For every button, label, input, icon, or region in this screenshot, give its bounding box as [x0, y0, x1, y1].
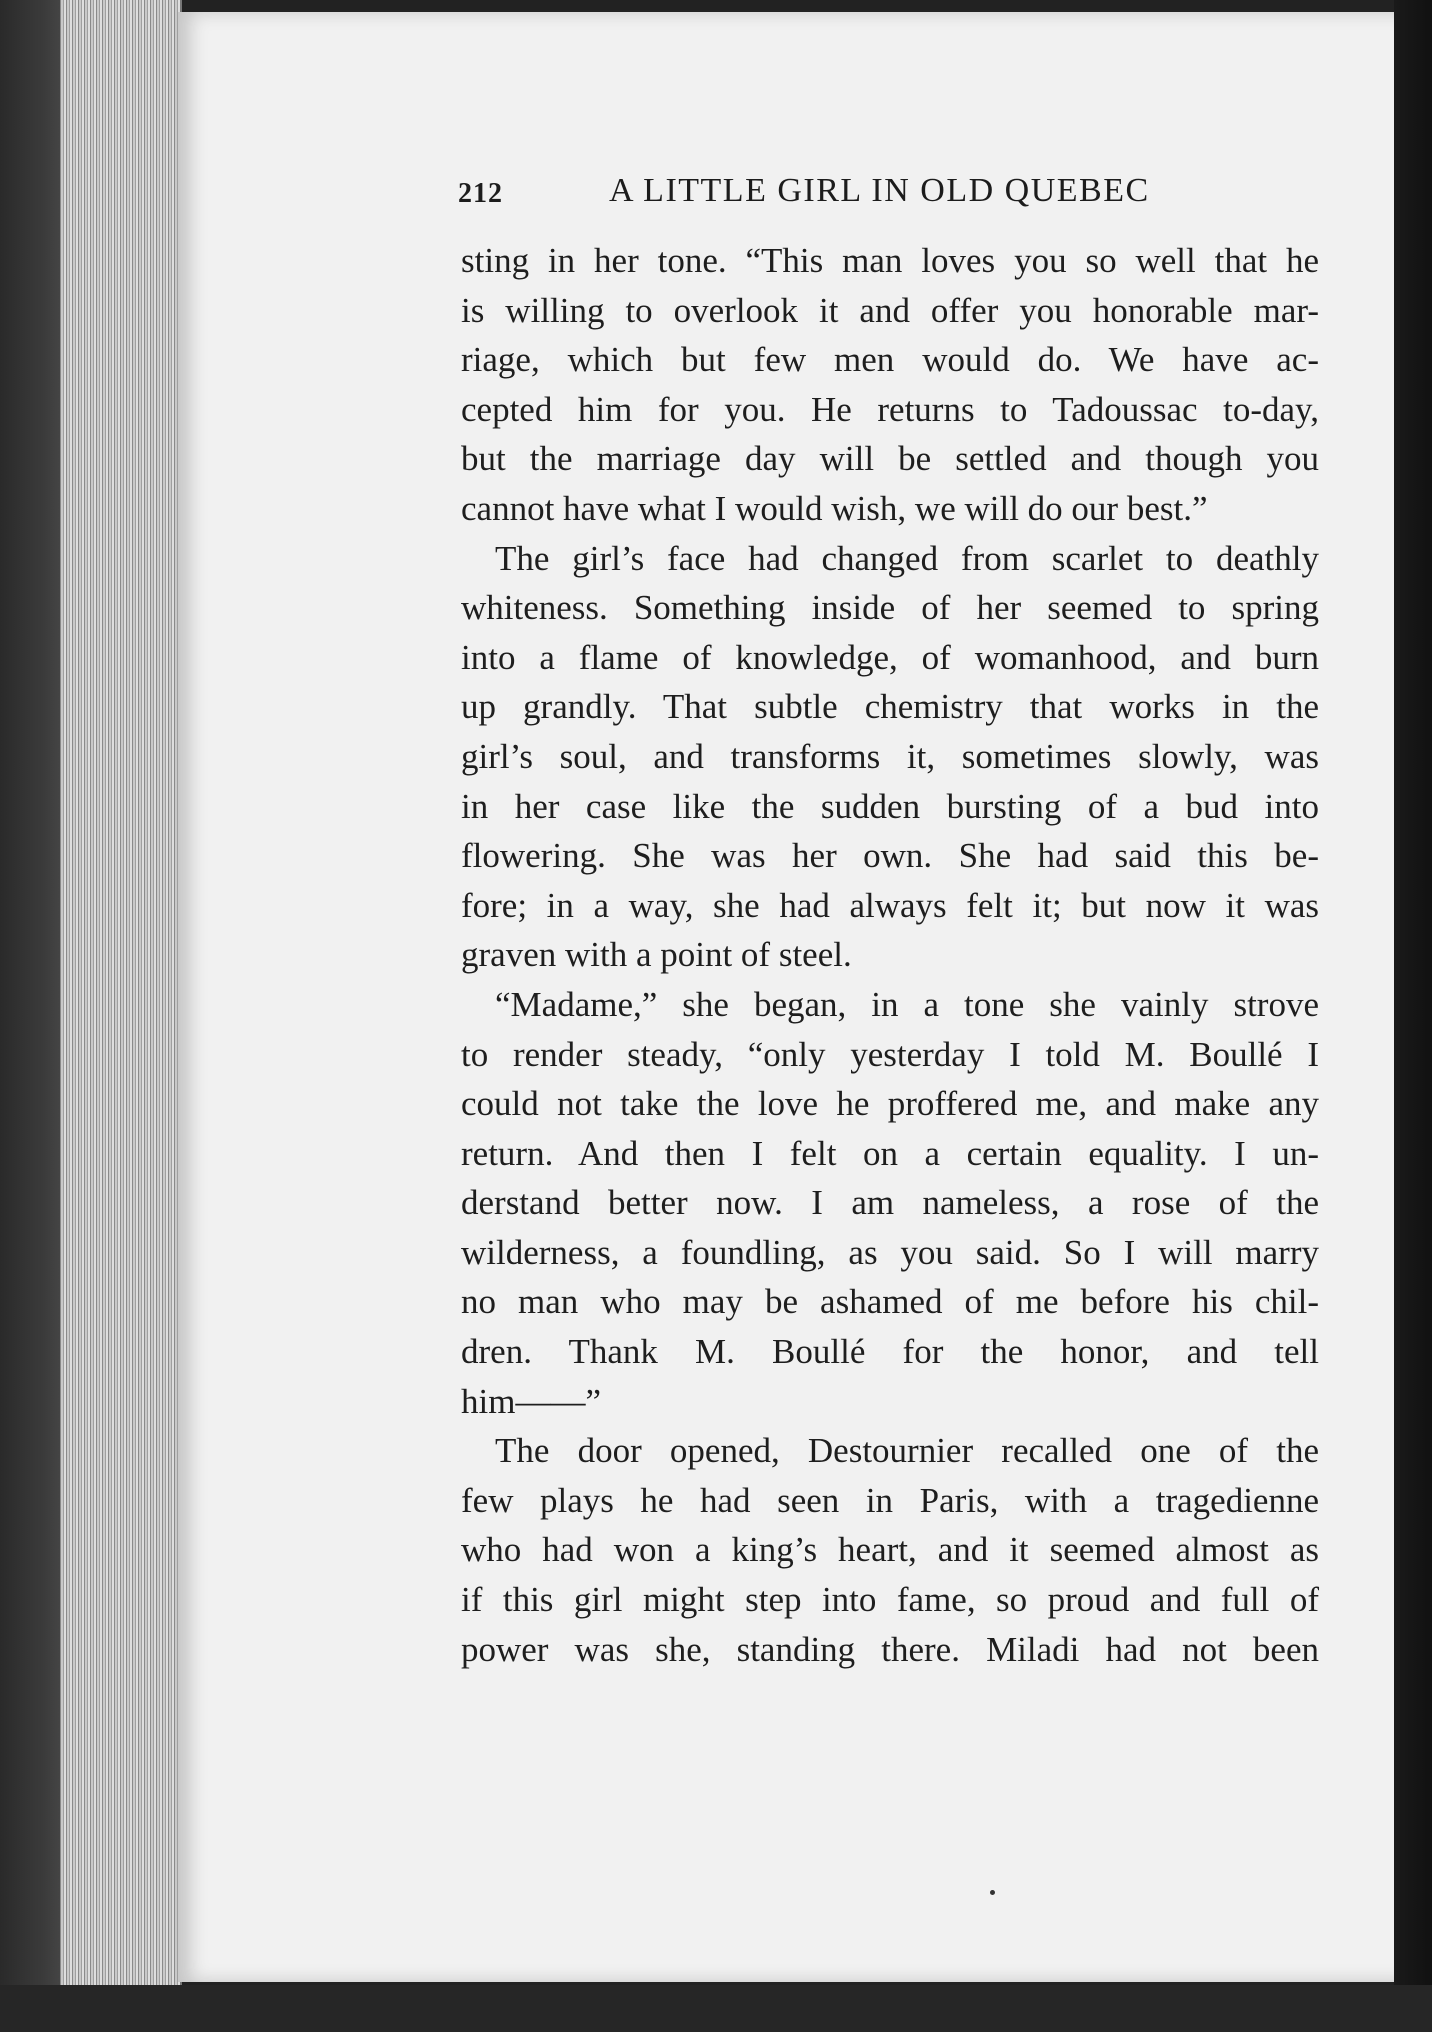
- text-line: up grandly. That subtle chemistry that works in the: [461, 687, 1319, 727]
- text-line: sting in her tone. “This man loves you so well that he: [461, 241, 1319, 280]
- text-line: to render steady, “only yesterday I told M. Boullé I: [461, 1034, 1319, 1074]
- page-body-text: [461, 236, 1319, 1674]
- text-line: graven with a point of steel.: [461, 935, 852, 975]
- text-line: could not take the love he proffered me, and make any: [461, 1084, 1319, 1124]
- text-line: fore; in a way, she had always felt it; but now it was: [461, 885, 1319, 925]
- text-line: girl’s soul, and transforms it, sometimes slowly, was: [461, 736, 1319, 776]
- text-line: in her case like the sudden bursting of a bud into: [461, 786, 1319, 826]
- running-title: A LITTLE GIRL IN OLD QUEBEC: [609, 172, 1150, 209]
- text-line: dren. Thank M. Boullé for the honor, and tell: [461, 1332, 1319, 1372]
- text-line: cannot have what I would wish, we will do our best.”: [461, 488, 1208, 528]
- text-line: The girl’s face had changed from scarlet to deathly: [495, 538, 1319, 578]
- text-line: who had won a king’s heart, and it seemed almost as: [461, 1530, 1319, 1570]
- paper-speck: [990, 1890, 995, 1895]
- text-line: but the marriage day will be settled and though you: [461, 439, 1319, 479]
- text-line: whiteness. Something inside of her seemed to spring: [461, 588, 1319, 628]
- text-line: flowering. She was her own. She had said this be-: [461, 836, 1319, 876]
- text-line: return. And then I felt on a certain equality. I un-: [461, 1133, 1319, 1173]
- page-number: 212: [458, 178, 503, 209]
- text-line: no man who may be ashamed of me before his chil-: [461, 1282, 1319, 1322]
- text-line: wilderness, a foundling, as you said. So I will marry: [461, 1232, 1319, 1272]
- scan-bottom-border: [0, 1985, 1432, 2032]
- page-stack-edges: [60, 0, 182, 2000]
- text-line: The door opened, Destournier recalled one of the: [495, 1431, 1319, 1471]
- running-header: [458, 172, 1318, 222]
- text-line: few plays he had seen in Paris, with a tragedienne: [461, 1480, 1319, 1520]
- text-line: power was she, standing there. Miladi had not been: [461, 1629, 1319, 1669]
- text-line: derstand better now. I am nameless, a rose of the: [461, 1183, 1319, 1223]
- text-line: if this girl might step into fame, so proud and full of: [461, 1580, 1319, 1620]
- text-line: cepted him for you. He returns to Tadoussac to-day,: [461, 389, 1319, 429]
- text-line: riage, which but few men would do. We have ac-: [461, 340, 1319, 380]
- facing-page-shadow: [1394, 0, 1432, 2032]
- text-line: him——”: [461, 1381, 601, 1421]
- text-line: is willing to overlook it and offer you honorable mar-: [461, 290, 1319, 330]
- text-line: “Madame,” she began, in a tone she vainly strove: [495, 984, 1319, 1024]
- text-line: into a flame of knowledge, of womanhood, and burn: [461, 637, 1319, 677]
